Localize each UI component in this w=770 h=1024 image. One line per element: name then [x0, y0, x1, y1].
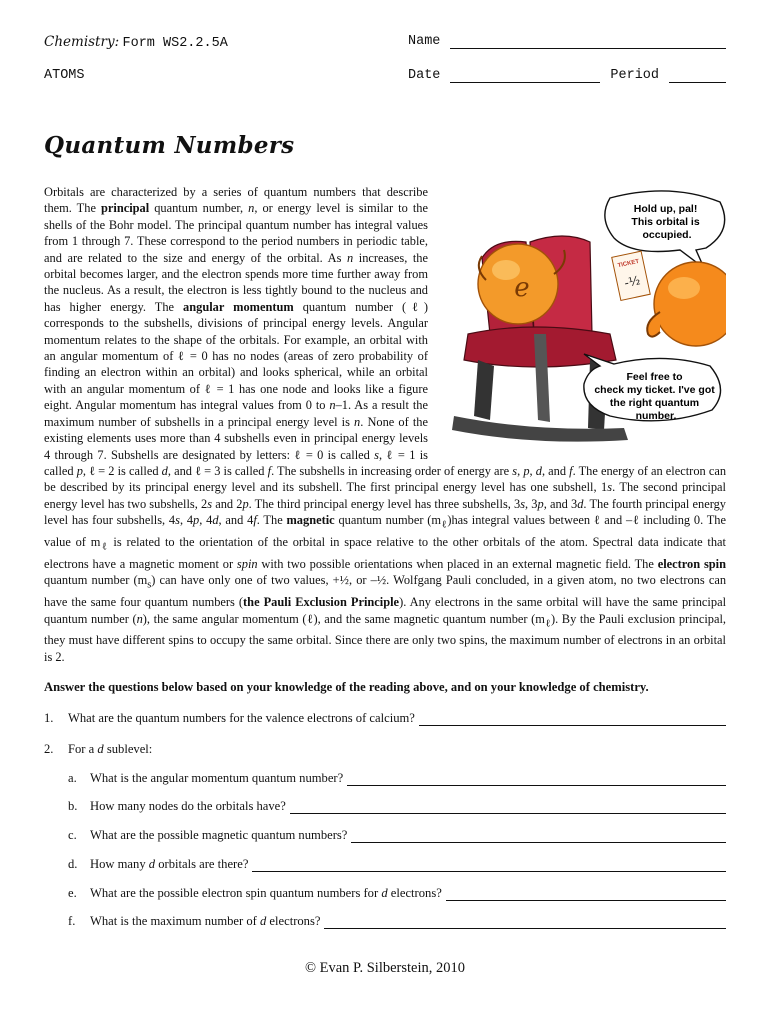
question-text: How many d orbitals are there? — [90, 857, 249, 871]
form-number: Form WS2.2.5A — [122, 36, 228, 51]
question-2e: e. What are the possible electron spin quantum numbers for d electrons? — [68, 886, 726, 901]
instructions: Answer the questions below based on your knowledge of the reading above, and on your knowledge of chemistry. — [44, 680, 649, 694]
standing-electron-icon — [654, 262, 726, 346]
question-text: What is the angular momentum quantum number? — [90, 771, 344, 785]
date-label: Date — [408, 68, 441, 83]
question-number: 2. — [44, 742, 54, 756]
date-period-field — [408, 68, 726, 83]
worksheet-form-label — [44, 34, 228, 51]
orbital-seats-cartoon — [434, 184, 726, 454]
question-2 — [44, 742, 726, 757]
svg-text:TICKET: TICKET — [617, 258, 640, 270]
date-blank[interactable] — [450, 70, 600, 83]
answer-blank[interactable] — [324, 916, 726, 929]
answer-blank[interactable] — [351, 830, 726, 843]
answer-blank[interactable] — [252, 859, 726, 872]
name-field — [408, 34, 726, 49]
copyright-footer: © Evan P. Silberstein, 2010 — [304, 960, 466, 976]
question-text: What are the possible magnetic quantum numbers? — [90, 828, 348, 842]
question-2b: b. How many nodes do the orbitals have? — [68, 799, 726, 814]
course-label: Chemistry: — [44, 34, 120, 50]
page-title: Quantum Numbers — [44, 132, 295, 159]
bubble-top-text: Hold up, pal! This orbital is occupied. — [631, 203, 700, 241]
answer-blank[interactable] — [347, 773, 726, 786]
question-text: What are the possible electron spin quantum numbers for d electrons? — [90, 886, 442, 900]
period-blank[interactable] — [669, 70, 726, 83]
unit-label: ATOMS — [44, 68, 85, 83]
question-2c: c. What are the possible magnetic quantum numbers? — [68, 828, 726, 843]
question-text: How many nodes do the orbitals have? — [90, 799, 286, 813]
name-blank[interactable] — [450, 36, 726, 49]
question-text: What is the maximum number of d electrons? — [90, 914, 321, 928]
answer-blank[interactable] — [290, 801, 726, 814]
question-2d: d. How many d orbitals are there? — [68, 857, 726, 872]
period-label: Period — [610, 68, 660, 83]
question-text: For a d sublevel: — [68, 742, 153, 756]
question-text: What are the quantum numbers for the valence electrons of calcium? — [68, 711, 415, 725]
question-number: 1. — [44, 711, 54, 725]
answer-blank[interactable] — [419, 713, 726, 726]
question-1 — [44, 711, 726, 726]
reading-passage — [44, 184, 726, 665]
electron-label: e — [514, 273, 530, 303]
bubble-bottom-text: Feel free to check my ticket. I've got the right quantum number. — [594, 371, 715, 422]
name-label: Name — [408, 34, 441, 49]
reading-paragraph: Orbitals are characterized by a series of quantum numbers that describe them. The principal quantum number, n, or energy level is similar to the shells of the Bohr model. The principal quantum number has integral values from 1 through 7. These correspond to the period numbers in periodic table, and are related to the size and energy of the orbital. As n increases, the orbital becomes larger, and the electron spends more time further away from the nucleus. As a result, the electron is less tightly bound to the nucleus and has higher energy. The angular momentum quantum number (ℓ) corresponds to the subshells, divisions of principal energy levels. Angular momentum relates to the shape of the orbitals. For example, an orbital with an angular momentum of ℓ = 0 has no nodes (areas of zero probability of finding an electron within an orbital) and looks spherical, while an orbital with an angular momentum of ℓ = 1 has one node and looks like a figure eight. Angular momentum has integral values from 0 to n–1. As a result the maximum number of subshells in a principal energy level is n. None of the existing elements uses more than 4 subshells even in principal energy levels 4 through 7. Subshells are designated by letters: ℓ = 0 is called s, ℓ = 1 is called p, ℓ = 2 is called d, and ℓ = 3 is called f. The subshells in increasing order of energy are s, p, d, and f. The energy of an electron can be described by its principal energy level and its subshell. The first principal energy level has one subshell, 1s. The second principal energy level has two subshells, 2s and 2p. The third principal energy level has three subshells, 3s, 3p, and 3d. The fourth principal energy level has four subshells, 4s, 4p, 4d, and 4f. The magnetic quantum number $(m_\ell)has$ integral values between ℓ and –ℓ including 0. The value of $m_\ell$ is related to the orientation of the orbital in space relative to the other orbitals of the atom. Spectral data indicate that electrons have a magnetic moment or spin with two possible orientations when placed in an external magnetic field. The electron spin quantum number $(m_s)$ can have only one of two values, +½, or –½. Wolfgang Pauli concluded, in a given atom, no two electrons can have the same four quantum numbers (the Pauli Exclusion Principle). Any electrons in the same orbital will have the same principal quantum number (n), the same angular momentum (ℓ), and the same magnetic quantum number $(m_\ell)$. By the Pauli exclusion principal, they must have different spins to occupy the same orbital. Since there are only two spins, the maximum number of electrons in an orbital is 2. — [44, 185, 727, 664]
svg-text:-½: -½ — [622, 273, 642, 291]
answer-blank[interactable] — [446, 888, 726, 901]
question-2a: a. What is the angular momentum quantum number? — [68, 771, 726, 786]
ticket-icon — [612, 251, 650, 300]
question-2f: f. What is the maximum number of d electrons? — [68, 914, 726, 929]
